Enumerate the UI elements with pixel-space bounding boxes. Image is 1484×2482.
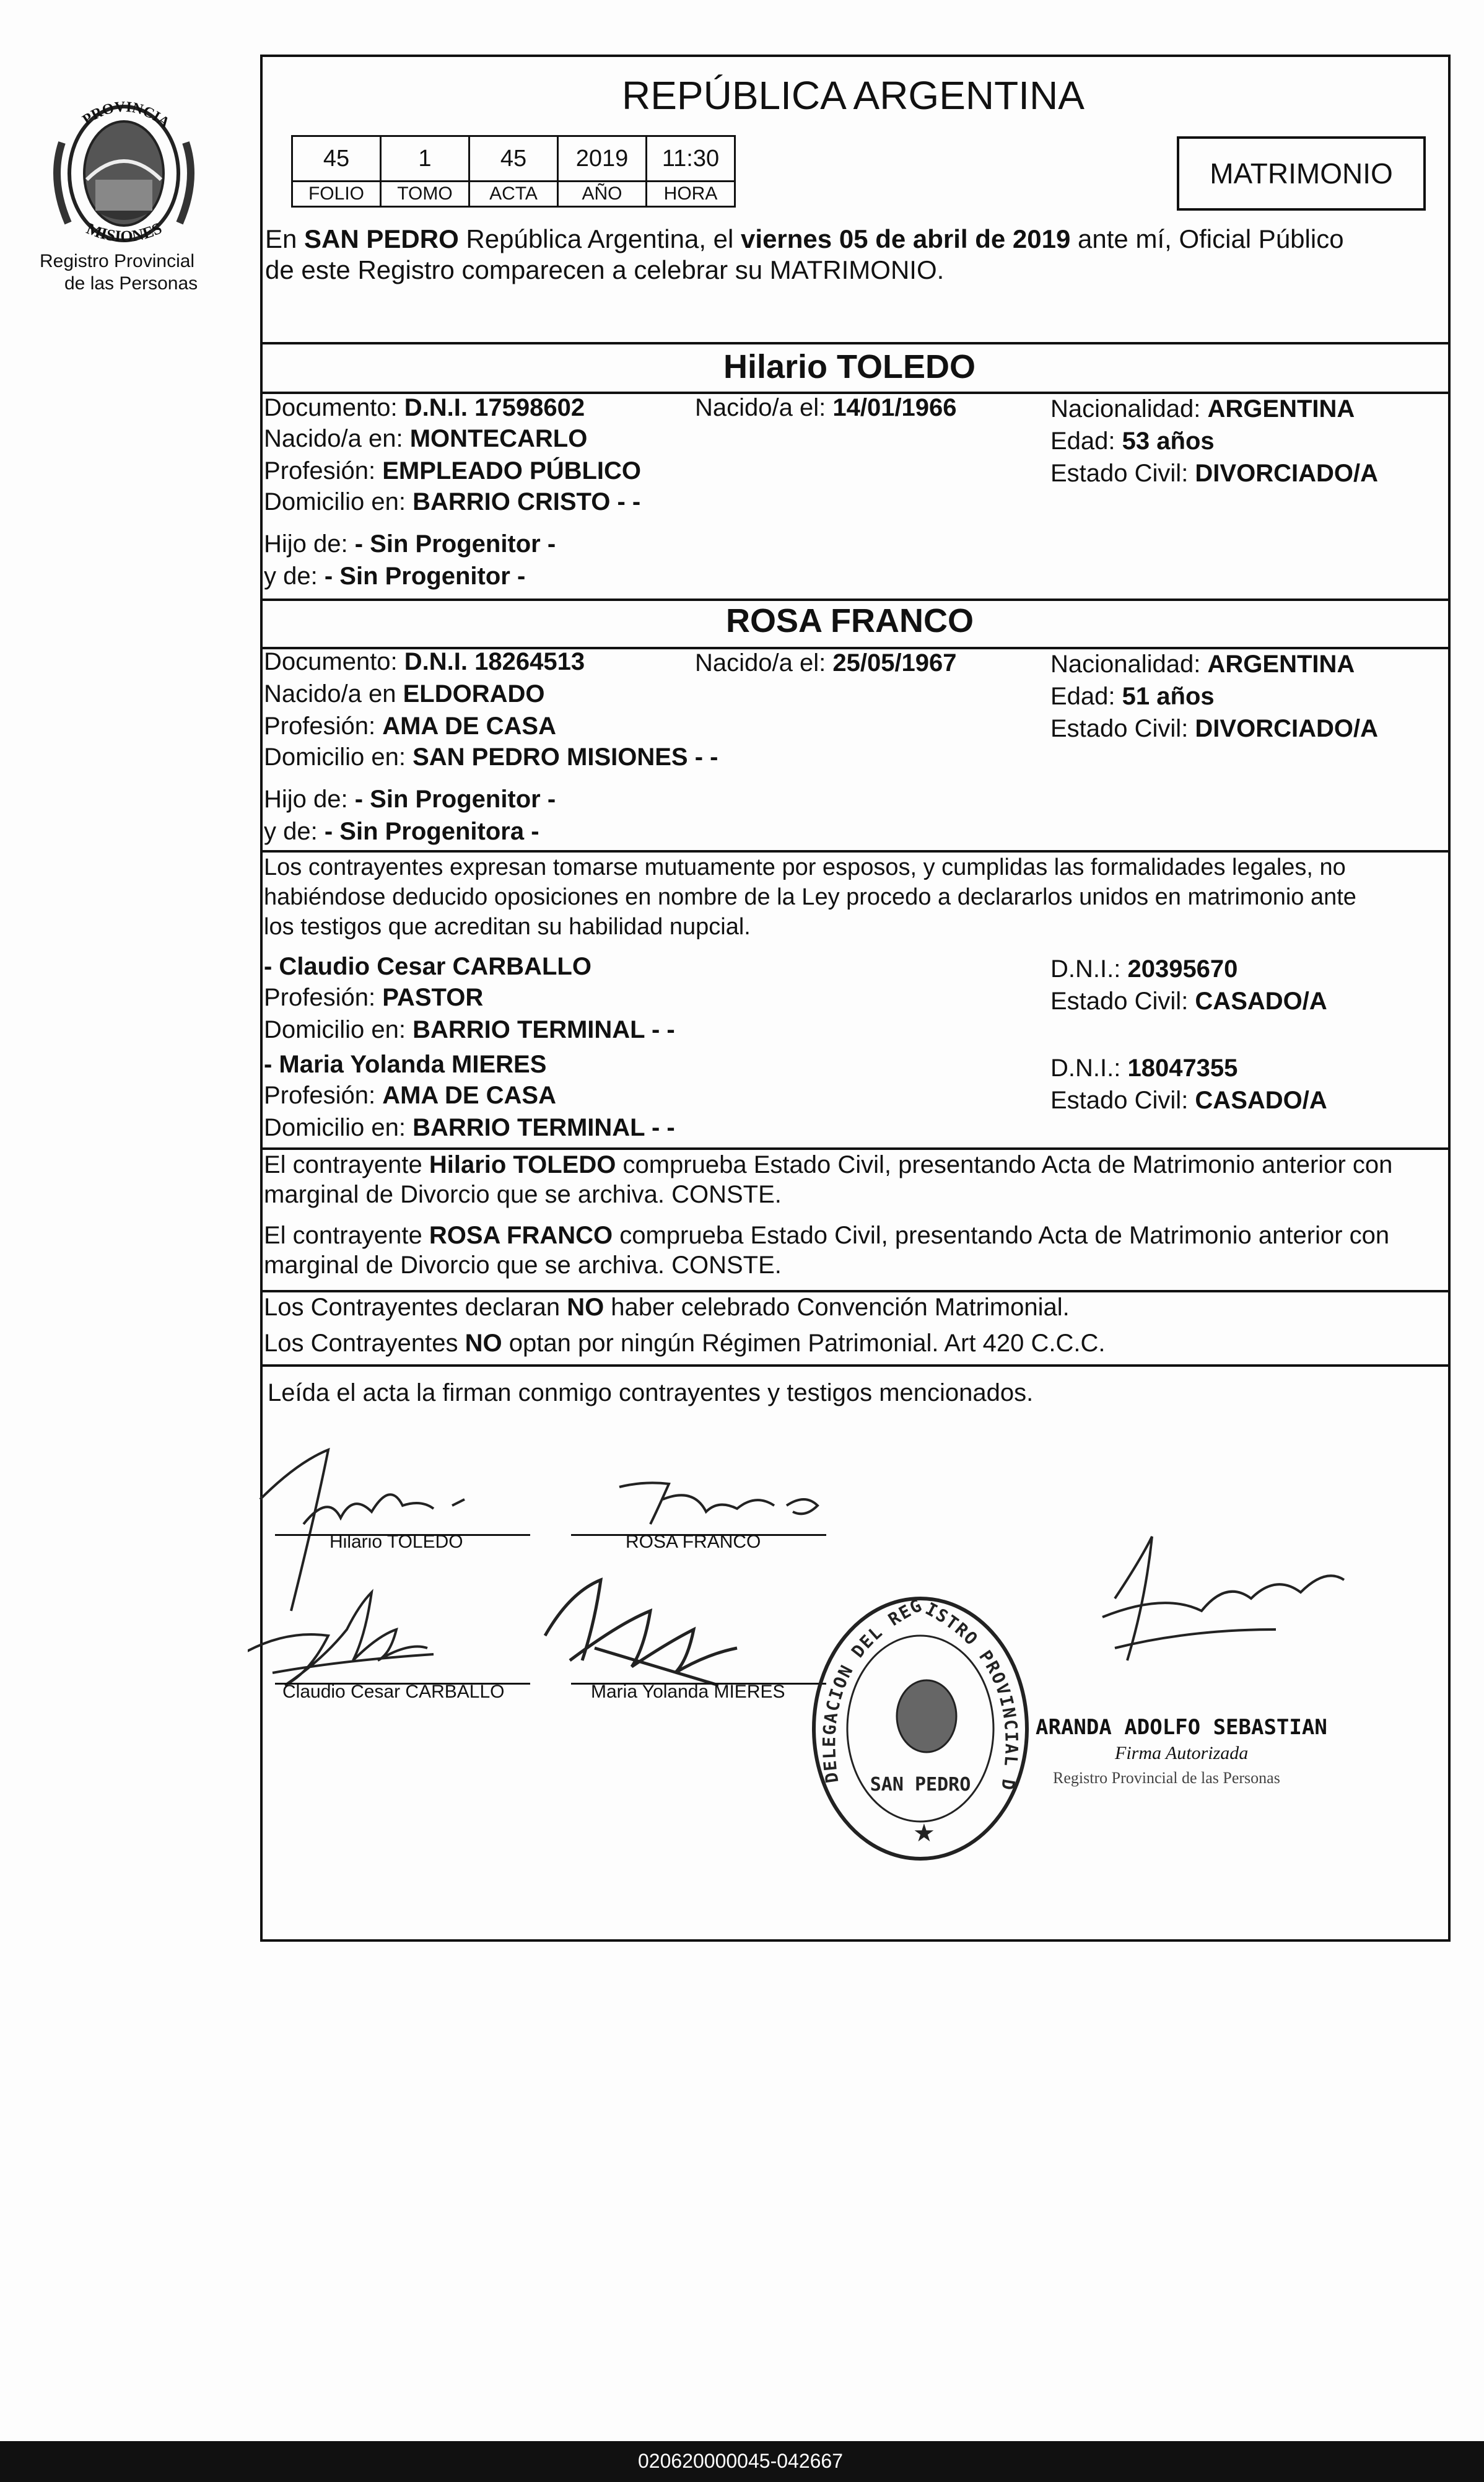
witness2-profession: AMA DE CASA bbox=[382, 1082, 556, 1109]
seal-star-icon: ★ bbox=[913, 1820, 935, 1847]
acta-value: 45 bbox=[468, 135, 559, 182]
bride-signature bbox=[619, 1483, 818, 1524]
folio-value: 45 bbox=[291, 135, 382, 182]
bride-address: SAN PEDRO MISIONES - - bbox=[412, 743, 718, 771]
bride-birthdate: 25/05/1967 bbox=[832, 649, 957, 677]
witness2-name: - Maria Yolanda MIERES bbox=[264, 1051, 547, 1078]
groom-father: - Sin Progenitor - bbox=[354, 530, 556, 558]
bride-dni: D.N.I. 18264513 bbox=[404, 648, 585, 675]
intro-line1: En SAN PEDRO República Argentina, el viernes 05 de abril de 2019 ante mí, Oficial Público bbox=[265, 224, 1344, 253]
groom-birthplace: MONTECARLO bbox=[409, 425, 588, 452]
groom-dni: D.N.I. 17598602 bbox=[404, 394, 585, 421]
province-emblem bbox=[43, 87, 204, 254]
declaration-line2: habiéndose deducido oposiciones en nombre de la Ley procedo a declararlos unidos en matrimonio ante bbox=[264, 884, 1356, 910]
bride-birthplace: ELDORADO bbox=[403, 680, 545, 708]
folio-label: FOLIO bbox=[291, 180, 382, 208]
convention-line2: Los Contrayentes NO optan por ningún Régimen Patrimonial. Art 420 C.C.C. bbox=[264, 1330, 1106, 1357]
groom-mother: - Sin Progenitor - bbox=[324, 563, 526, 590]
witness1-address: BARRIO TERMINAL - - bbox=[412, 1016, 675, 1043]
bride-civil-status: DIVORCIADO/A bbox=[1195, 715, 1378, 742]
hora-label: HORA bbox=[645, 180, 736, 208]
bride-name: ROSA FRANCO bbox=[726, 602, 974, 639]
official-signature bbox=[1102, 1537, 1344, 1660]
seal-center-text: SAN PEDRO bbox=[870, 1774, 971, 1796]
official-role: Firma Autorizada bbox=[1115, 1743, 1249, 1763]
groom-signature bbox=[260, 1450, 465, 1611]
groom-profession: EMPLEADO PÚBLICO bbox=[382, 457, 642, 485]
convention-line1: Los Contrayentes declaran NO haber celebrado Convención Matrimonial. bbox=[264, 1294, 1070, 1321]
intro-line2: de este Registro comparecen a celebrar su MATRIMONIO. bbox=[265, 255, 945, 284]
witness2-signature-label: Maria Yolanda MIERES bbox=[591, 1682, 785, 1702]
groom-name: Hilario TOLEDO bbox=[723, 348, 976, 385]
emblem-text-top: PROVINCIA bbox=[79, 99, 172, 131]
anio-label: AÑO bbox=[557, 180, 647, 208]
groom-age: 53 años bbox=[1122, 428, 1215, 455]
witness2-dni: 18047355 bbox=[1127, 1055, 1238, 1082]
seal-ring-text: DELEGACION DEL REGISTRO PROVINCIAL D bbox=[819, 1594, 1022, 1793]
bride-nationality: ARGENTINA bbox=[1207, 651, 1355, 678]
official-registry: Registro Provincial de las Personas bbox=[1053, 1769, 1280, 1787]
declaration-line1: Los contrayentes expresan tomarse mutuamente por esposos, y cumplidas las formalidades legales, no bbox=[264, 854, 1346, 880]
anio-value: 2019 bbox=[557, 135, 647, 182]
groom-address: BARRIO CRISTO - - bbox=[412, 488, 641, 515]
groom-signature-label: Hilario TOLEDO bbox=[330, 1532, 463, 1552]
groom-nationality: ARGENTINA bbox=[1207, 395, 1355, 423]
page-title: REPÚBLICA ARGENTINA bbox=[622, 73, 1085, 118]
bride-profession: AMA DE CASA bbox=[382, 713, 556, 740]
marriage-place: SAN PEDRO bbox=[304, 224, 459, 253]
coat-of-arms-icon bbox=[43, 87, 204, 254]
registry-name-line2: de las Personas bbox=[64, 273, 198, 294]
witness1-civil-status: CASADO/A bbox=[1195, 988, 1327, 1015]
witness1-profession: PASTOR bbox=[382, 984, 484, 1011]
witness1-name: - Claudio Cesar CARBALLO bbox=[264, 953, 591, 980]
witness2-address: BARRIO TERMINAL - - bbox=[412, 1114, 675, 1141]
official-seal bbox=[803, 1586, 1038, 1871]
seal-stamp-icon bbox=[803, 1586, 1038, 1871]
declaration-line3: los testigos que acreditan su habilidad nupcial. bbox=[264, 914, 751, 940]
groom-civil-status: DIVORCIADO/A bbox=[1195, 460, 1378, 487]
emblem-text-bottom: MISIONES bbox=[84, 219, 165, 246]
closing-statement: Leída el acta la firman conmigo contrayentes y testigos mencionados. bbox=[268, 1379, 1034, 1406]
note-groom-line1: El contrayente Hilario TOLEDO comprueba Estado Civil, presentando Acta de Matrimonio anterior con bbox=[264, 1151, 1393, 1178]
bride-father: - Sin Progenitor - bbox=[354, 786, 556, 813]
document-code: 020620000045-042667 bbox=[638, 2450, 843, 2472]
witness1-signature-label: Claudio Cesar CARBALLO bbox=[282, 1682, 505, 1702]
registry-name-line1: Registro Provincial bbox=[40, 251, 195, 271]
bride-mother: - Sin Progenitora - bbox=[324, 818, 539, 845]
acta-label: ACTA bbox=[468, 180, 559, 208]
marriage-date: viernes 05 de abril de 2019 bbox=[741, 224, 1071, 253]
bride-age: 51 años bbox=[1122, 683, 1215, 710]
record-type-box: MATRIMONIO bbox=[1177, 136, 1426, 211]
bride-signature-label: ROSA FRANCO bbox=[626, 1532, 761, 1552]
witness2-civil-status: CASADO/A bbox=[1195, 1087, 1327, 1114]
note-bride-line2: marginal de Divorcio que se archiva. CONSTE. bbox=[264, 1252, 782, 1279]
witness2-signature bbox=[545, 1580, 737, 1685]
groom-birthdate: 14/01/1966 bbox=[832, 394, 957, 421]
tomo-value: 1 bbox=[380, 135, 470, 182]
official-name: ARANDA ADOLFO SEBASTIAN bbox=[1036, 1715, 1327, 1740]
witness1-signature bbox=[248, 1592, 434, 1685]
tomo-label: TOMO bbox=[380, 180, 470, 208]
hora-value: 11:30 bbox=[645, 135, 736, 182]
witness1-dni: 20395670 bbox=[1127, 955, 1238, 983]
note-groom-line2: marginal de Divorcio que se archiva. CONSTE. bbox=[264, 1181, 782, 1208]
note-bride-line1: El contrayente ROSA FRANCO comprueba Estado Civil, presentando Acta de Matrimonio anterior con bbox=[264, 1222, 1390, 1249]
